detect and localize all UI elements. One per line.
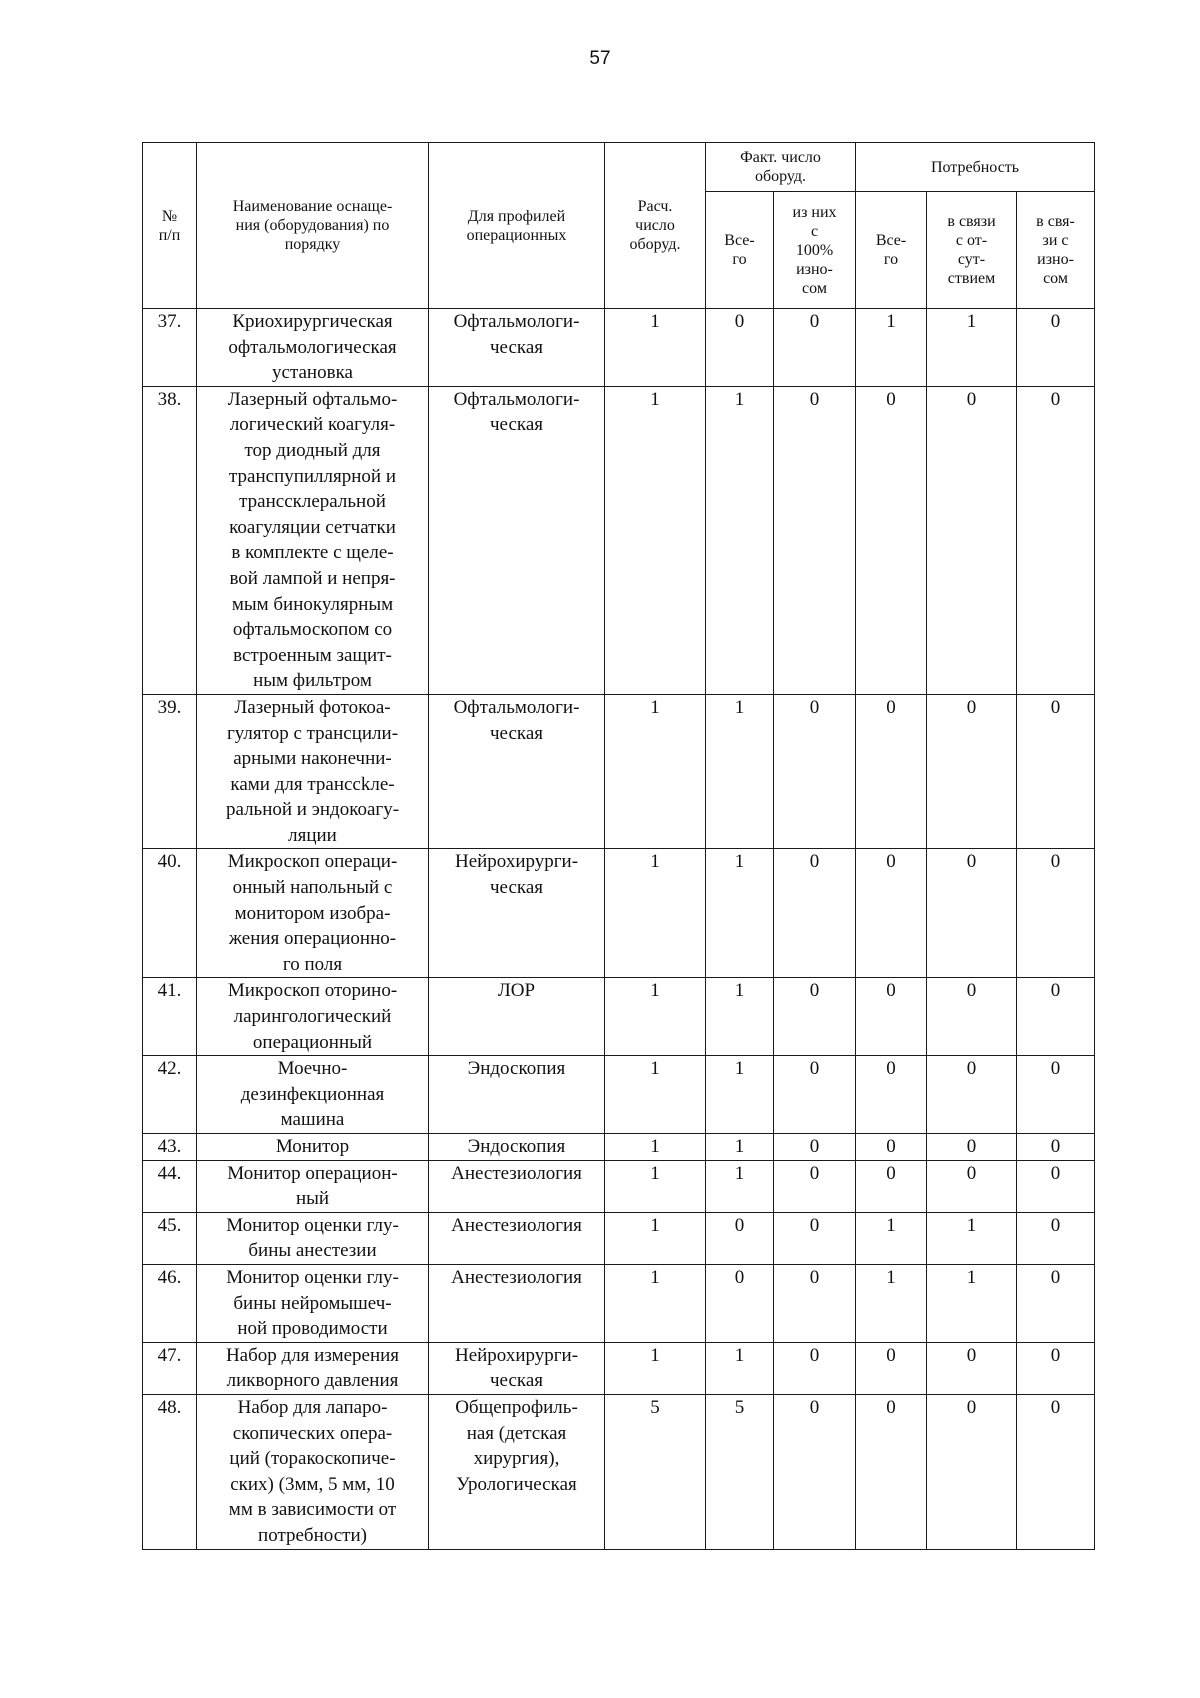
profile-name: Анестезиология (429, 1160, 605, 1212)
profile-name: Общепрофиль- ная (детская хирургия), Урологическая (429, 1394, 605, 1549)
fact-worn: 0 (774, 1160, 856, 1212)
fact-worn: 0 (774, 1212, 856, 1264)
need-total: 0 (856, 1394, 927, 1549)
need-total: 0 (856, 1056, 927, 1134)
equipment-name: Набор для измерения ликворного давления (197, 1342, 429, 1394)
need-worn: 0 (1017, 1342, 1095, 1394)
table-row (143, 386, 1095, 694)
row-num: 45. (143, 1212, 197, 1264)
fact-total: 1 (706, 1342, 774, 1394)
row-num: 46. (143, 1264, 197, 1342)
page-number: 57 (589, 48, 611, 69)
need-worn: 0 (1017, 1160, 1095, 1212)
table-row (143, 978, 1095, 1056)
fact-total: 1 (706, 694, 774, 849)
need-worn: 0 (1017, 1394, 1095, 1549)
need-worn: 0 (1017, 1056, 1095, 1134)
fact-worn: 0 (774, 1342, 856, 1394)
table-header (143, 143, 1095, 309)
profile-name: Офтальмологи- ческая (429, 309, 605, 387)
equipment-name: Моечно- дезинфекционная машина (197, 1056, 429, 1134)
calc-count: 5 (605, 1394, 706, 1549)
header-fact-total: Все- го (706, 192, 774, 309)
table-row (143, 694, 1095, 849)
header-fact-worn: из них с 100% изно- сом (774, 192, 856, 309)
row-num: 42. (143, 1056, 197, 1134)
fact-total: 1 (706, 1160, 774, 1212)
header-fact-group: Факт. число оборуд. (706, 143, 856, 192)
need-absence: 0 (927, 386, 1017, 694)
equipment-name: Лазерный офтальмо- логический коагуля- тор диодный для транспупиллярной и транссклеральной коагуляции сетчатки в комплекте с щеле- вой лампой и непря- мым бинокулярным офтальмоскопом со встроенным защит- ным фильтром (197, 386, 429, 694)
need-total: 0 (856, 386, 927, 694)
equipment-name: Микроскоп оторино- ларингологический операционный (197, 978, 429, 1056)
need-absence: 0 (927, 1342, 1017, 1394)
fact-total: 1 (706, 849, 774, 978)
calc-count: 1 (605, 978, 706, 1056)
need-worn: 0 (1017, 1264, 1095, 1342)
need-absence: 1 (927, 1212, 1017, 1264)
table-row (143, 1134, 1095, 1161)
need-worn: 0 (1017, 978, 1095, 1056)
table-row (143, 849, 1095, 978)
fact-total: 0 (706, 309, 774, 387)
equipment-name: Набор для лапаро- скопических опера- ций (торакоскопиче- ских) (3мм, 5 мм, 10 мм в зависимости от потребности) (197, 1394, 429, 1549)
need-total: 0 (856, 978, 927, 1056)
fact-worn: 0 (774, 849, 856, 978)
table-row (143, 309, 1095, 387)
row-num: 40. (143, 849, 197, 978)
calc-count: 1 (605, 694, 706, 849)
row-num: 38. (143, 386, 197, 694)
header-name: Наименование оснаще- ния (оборудования) по порядку (197, 143, 429, 309)
table-row (143, 1056, 1095, 1134)
need-absence: 0 (927, 694, 1017, 849)
need-absence: 0 (927, 1160, 1017, 1212)
calc-count: 1 (605, 1056, 706, 1134)
row-num: 37. (143, 309, 197, 387)
calc-count: 1 (605, 309, 706, 387)
profile-name: Анестезиология (429, 1212, 605, 1264)
profile-name: Офтальмологи- ческая (429, 386, 605, 694)
profile-name: Нейрохирурги- ческая (429, 849, 605, 978)
fact-worn: 0 (774, 386, 856, 694)
profile-name: Офтальмологи- ческая (429, 694, 605, 849)
equipment-name: Криохирургическая офтальмологическая установка (197, 309, 429, 387)
need-worn: 0 (1017, 1212, 1095, 1264)
profile-name: Нейрохирурги- ческая (429, 1342, 605, 1394)
header-need-group: Потребность (856, 143, 1095, 192)
equipment-name: Монитор (197, 1134, 429, 1161)
row-num: 43. (143, 1134, 197, 1161)
need-total: 0 (856, 1342, 927, 1394)
calc-count: 1 (605, 1160, 706, 1212)
fact-total: 1 (706, 386, 774, 694)
need-absence: 0 (927, 1134, 1017, 1161)
header-profile: Для профилей операционных (429, 143, 605, 309)
need-absence: 0 (927, 1394, 1017, 1549)
fact-worn: 0 (774, 1056, 856, 1134)
need-worn: 0 (1017, 386, 1095, 694)
table-row (143, 1394, 1095, 1549)
header-num: № п/п (143, 143, 197, 309)
table-row (143, 1212, 1095, 1264)
need-total: 1 (856, 1212, 927, 1264)
need-absence: 0 (927, 849, 1017, 978)
row-num: 48. (143, 1394, 197, 1549)
calc-count: 1 (605, 1264, 706, 1342)
profile-name: Анестезиология (429, 1264, 605, 1342)
table-row (143, 1264, 1095, 1342)
fact-worn: 0 (774, 694, 856, 849)
need-total: 0 (856, 1160, 927, 1212)
need-total: 1 (856, 1264, 927, 1342)
row-num: 41. (143, 978, 197, 1056)
fact-worn: 0 (774, 1134, 856, 1161)
row-num: 39. (143, 694, 197, 849)
need-absence: 1 (927, 1264, 1017, 1342)
fact-worn: 0 (774, 309, 856, 387)
profile-name: ЛОР (429, 978, 605, 1056)
equipment-table (142, 142, 1095, 1550)
profile-name: Эндоскопия (429, 1056, 605, 1134)
table-row (143, 1160, 1095, 1212)
equipment-name: Монитор оценки глу- бины анестезии (197, 1212, 429, 1264)
header-need-total: Все- го (856, 192, 927, 309)
need-total: 0 (856, 1134, 927, 1161)
need-worn: 0 (1017, 694, 1095, 849)
row-num: 44. (143, 1160, 197, 1212)
fact-total: 5 (706, 1394, 774, 1549)
row-num: 47. (143, 1342, 197, 1394)
need-absence: 0 (927, 978, 1017, 1056)
table-row (143, 1342, 1095, 1394)
equipment-name: Монитор операцион- ный (197, 1160, 429, 1212)
need-absence: 0 (927, 1056, 1017, 1134)
profile-name: Эндоскопия (429, 1134, 605, 1161)
fact-worn: 0 (774, 978, 856, 1056)
equipment-name: Монитор оценки глу- бины нейромышеч- ной проводимости (197, 1264, 429, 1342)
calc-count: 1 (605, 386, 706, 694)
need-total: 0 (856, 849, 927, 978)
fact-worn: 0 (774, 1394, 856, 1549)
calc-count: 1 (605, 849, 706, 978)
fact-total: 0 (706, 1212, 774, 1264)
fact-total: 1 (706, 1056, 774, 1134)
need-worn: 0 (1017, 849, 1095, 978)
header-need-worn: в свя- зи с изно- сом (1017, 192, 1095, 309)
fact-total: 1 (706, 978, 774, 1056)
need-worn: 0 (1017, 1134, 1095, 1161)
calc-count: 1 (605, 1134, 706, 1161)
need-worn: 0 (1017, 309, 1095, 387)
header-need-absence: в связи с от- сут- ствием (927, 192, 1017, 309)
fact-total: 0 (706, 1264, 774, 1342)
calc-count: 1 (605, 1212, 706, 1264)
equipment-name: Микроскоп операци- онный напольный с монитором изобра- жения операционно- го поля (197, 849, 429, 978)
need-total: 0 (856, 694, 927, 849)
need-total: 1 (856, 309, 927, 387)
table-body (143, 309, 1095, 1550)
header-calc: Расч. число оборуд. (605, 143, 706, 309)
calc-count: 1 (605, 1342, 706, 1394)
fact-total: 1 (706, 1134, 774, 1161)
need-absence: 1 (927, 309, 1017, 387)
equipment-name: Лазерный фотокоа- гулятор с трансцили- арными наконечни- ками для транссkле- ральной и эндокоагу- ляции (197, 694, 429, 849)
fact-worn: 0 (774, 1264, 856, 1342)
